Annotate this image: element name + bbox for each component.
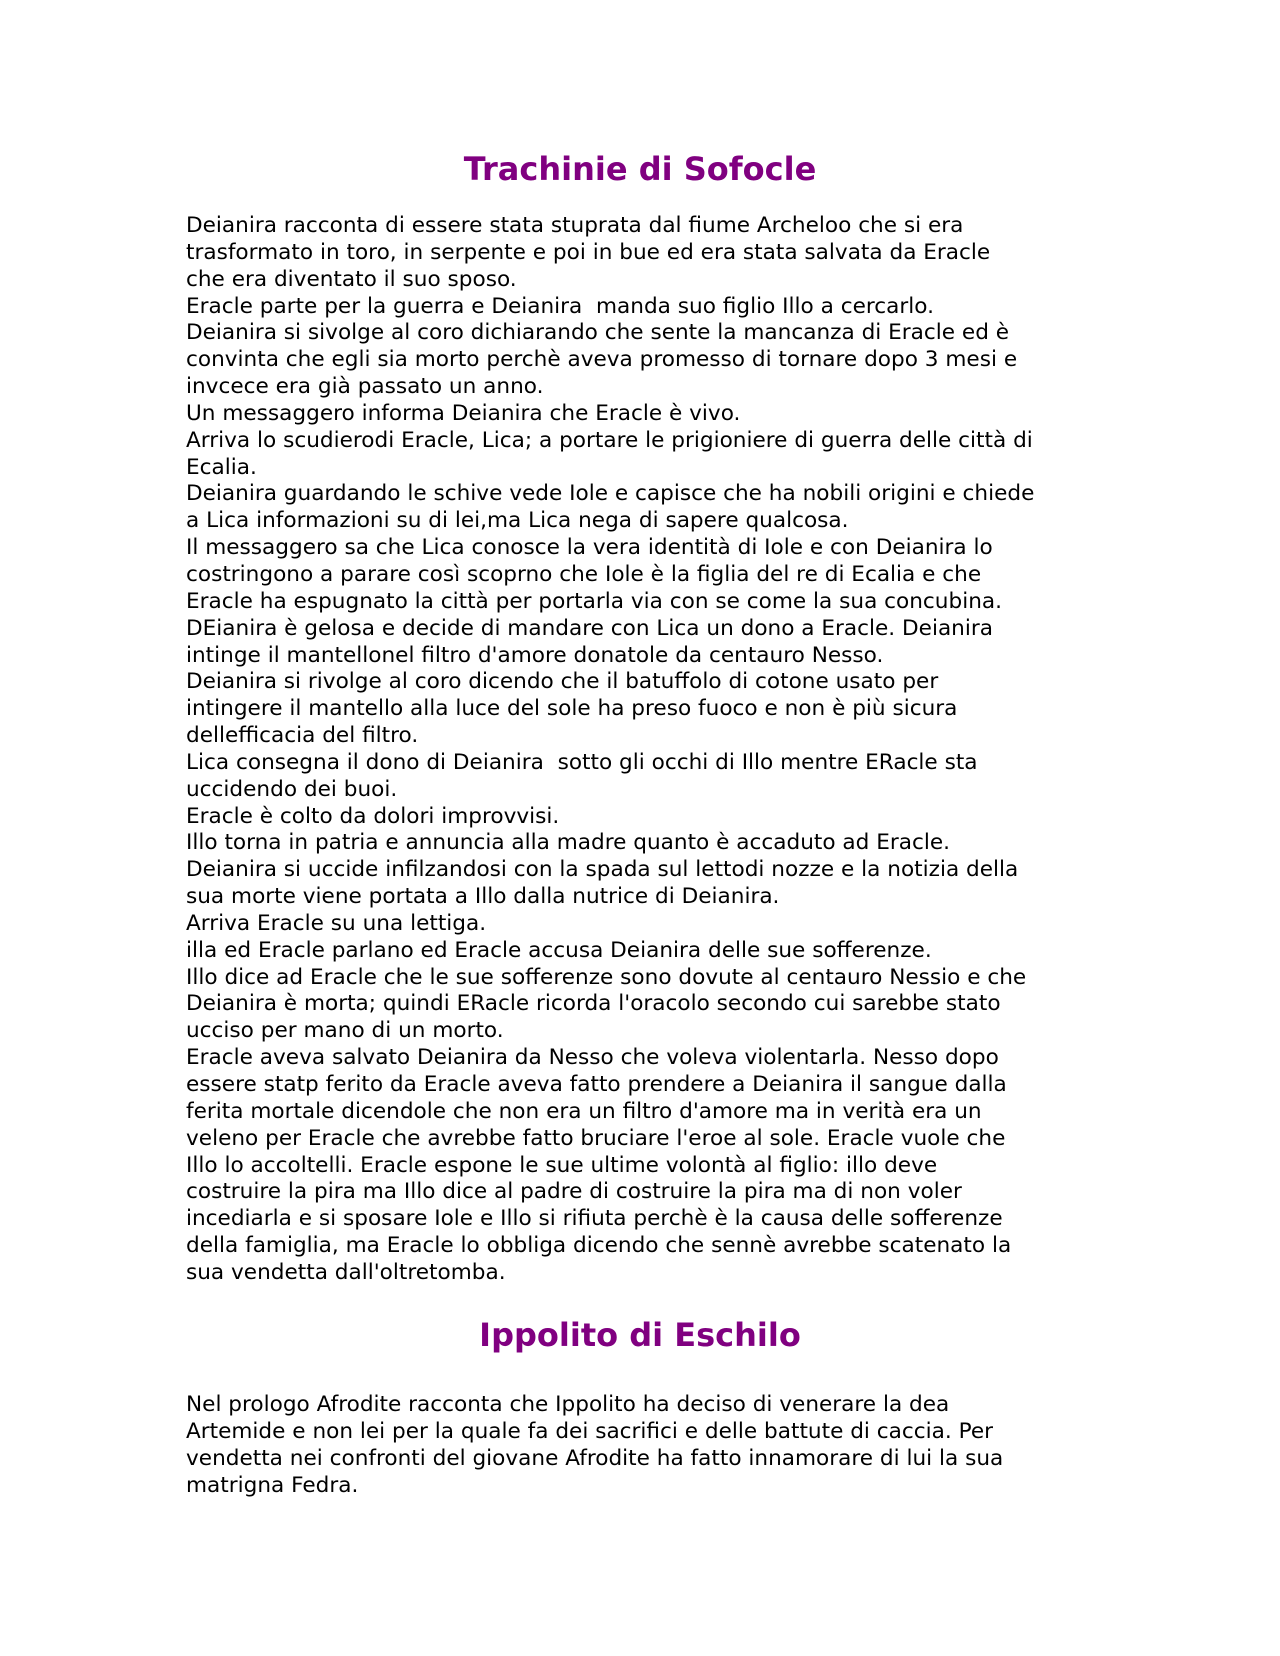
section-title-ippolito: Ippolito di Eschilo <box>479 1316 801 1354</box>
text-line: illa ed Eracle parlano ed Eracle accusa Deianira delle sue sofferenze. <box>186 937 932 963</box>
text-line: che era diventato il suo sposo. <box>186 266 517 292</box>
text-line: costringono a parare così scoprno che Iole è la figlia del re di Ecalia e che <box>186 561 982 587</box>
text-line: a Lica informazioni su di lei,ma Lica nega di sapere qualcosa. <box>186 508 849 534</box>
text-line: convinta che egli sia morto perchè aveva promesso di tornare dopo 3 mesi e <box>186 347 1018 373</box>
text-line: Nel prologo Afrodite racconta che Ippolito ha deciso di venerare la dea <box>186 1392 950 1417</box>
text-line: Deianira si sivolge al coro dichiarando che sente la mancanza di Eracle ed è <box>186 320 1010 346</box>
text-line: ferita mortale dicendole che non era un filtro d'amore ma in verità era un <box>186 1098 982 1124</box>
text-line: Arriva lo scudierodi Eracle, Lica; a portare le prigioniere di guerra delle città di <box>186 427 1033 453</box>
text-line: ucciso per mano di un morto. <box>186 1018 504 1044</box>
text-line: Ecalia. <box>186 454 257 480</box>
text-line: incediarla e si sposare Iole e Illo si rifiuta perchè è la causa delle sofferenze <box>186 1206 1003 1232</box>
text-line: Artemide e non lei per la quale fa dei sacrifici e delle battute di caccia. Per <box>186 1418 994 1444</box>
text-line: uccidendo dei buoi. <box>186 776 398 802</box>
text-line: Illo lo accoltelli. Eracle espone le sue ultime volontà al figlio: illo deve <box>186 1152 938 1178</box>
text-line: intinge il mantellonel filtro d'amore donatole da centauro Nesso. <box>186 642 884 668</box>
text-line: Lica consegna il dono di Deianira sotto gli occhi di Illo mentre ERacle sta <box>186 749 978 775</box>
text-line: sua morte viene portata a Illo dalla nutrice di Deianira. <box>186 884 780 910</box>
text-line: Deianira guardando le schive vede Iole e capisce che ha nobili origini e chiede <box>186 481 1035 507</box>
text-line: Eracle parte per la guerra e Deianira manda suo figlio Illo a cercarlo. <box>186 293 934 319</box>
text-line: veleno per Eracle che avrebbe fatto bruciare l'eroe al sole. Eracle vuole che <box>186 1125 1006 1151</box>
text-line: matrigna Fedra. <box>186 1472 359 1498</box>
text-line: invcece era già passato un anno. <box>186 374 544 400</box>
text-line: Eracle aveva salvato Deianira da Nesso che voleva violentarla. Nesso dopo <box>186 1045 999 1071</box>
section-body-ippolito <box>186 1392 1106 1499</box>
text-line: Illo torna in patria e annuncia alla madre quanto è accaduto ad Eracle. <box>186 830 951 856</box>
text-line: Deianira è morta; quindi ERacle ricorda l'oracolo secondo cui sarebbe stato <box>186 991 1001 1017</box>
text-line: Eracle è colto da dolori improvvisi. <box>186 803 560 829</box>
text-line: costruire la pira ma Illo dice al padre di costruire la pira ma di non voler <box>186 1179 962 1205</box>
text-line: trasformato in toro, in serpente e poi in bue ed era stata salvata da Eracle <box>186 239 991 265</box>
text-line: Un messaggero informa Deianira che Eracle è vivo. <box>186 400 741 426</box>
text-line: Arriva Eracle su una lettiga. <box>186 910 487 936</box>
text-line: DEianira è gelosa e decide di mandare con Lica un dono a Eracle. Deianira <box>186 615 993 641</box>
text-line: della famiglia, ma Eracle lo obbliga dicendo che sennè avrebbe scatenato la <box>186 1233 1012 1259</box>
section-title-trachinie: Trachinie di Sofocle <box>463 150 817 188</box>
text-line: dellefficacia del filtro. <box>186 723 419 749</box>
text-line: vendetta nei confronti del giovane Afrodite ha fatto innamorare di lui la sua <box>186 1445 1004 1471</box>
text-line: Deianira racconta di essere stata stuprata dal fiume Archeloo che si era <box>186 213 964 238</box>
text-line: Illo dice ad Eracle che le sue sofferenze sono dovute al centauro Nessio e che <box>186 964 1027 990</box>
text-line: Eracle ha espugnato la città per portarla via con se come la sua concubina. <box>186 588 1002 614</box>
text-line: Il messaggero sa che Lica conosce la vera identità di Iole e con Deianira lo <box>186 535 993 561</box>
text-line: Deianira si uccide infilzandosi con la spada sul lettodi nozze e la notizia della <box>186 857 1019 883</box>
section-body-trachinie <box>186 213 1106 1287</box>
text-line: Deianira si rivolge al coro dicendo che il batuffolo di cotone usato per <box>186 669 939 695</box>
text-line: essere statp ferito da Eracle aveva fatto prendere a Deianira il sangue dalla <box>186 1072 1007 1097</box>
text-line: sua vendetta dall'oltretomba. <box>186 1259 506 1285</box>
text-line: intingere il mantello alla luce del sole ha preso fuoco e non è più sicura <box>186 696 958 722</box>
